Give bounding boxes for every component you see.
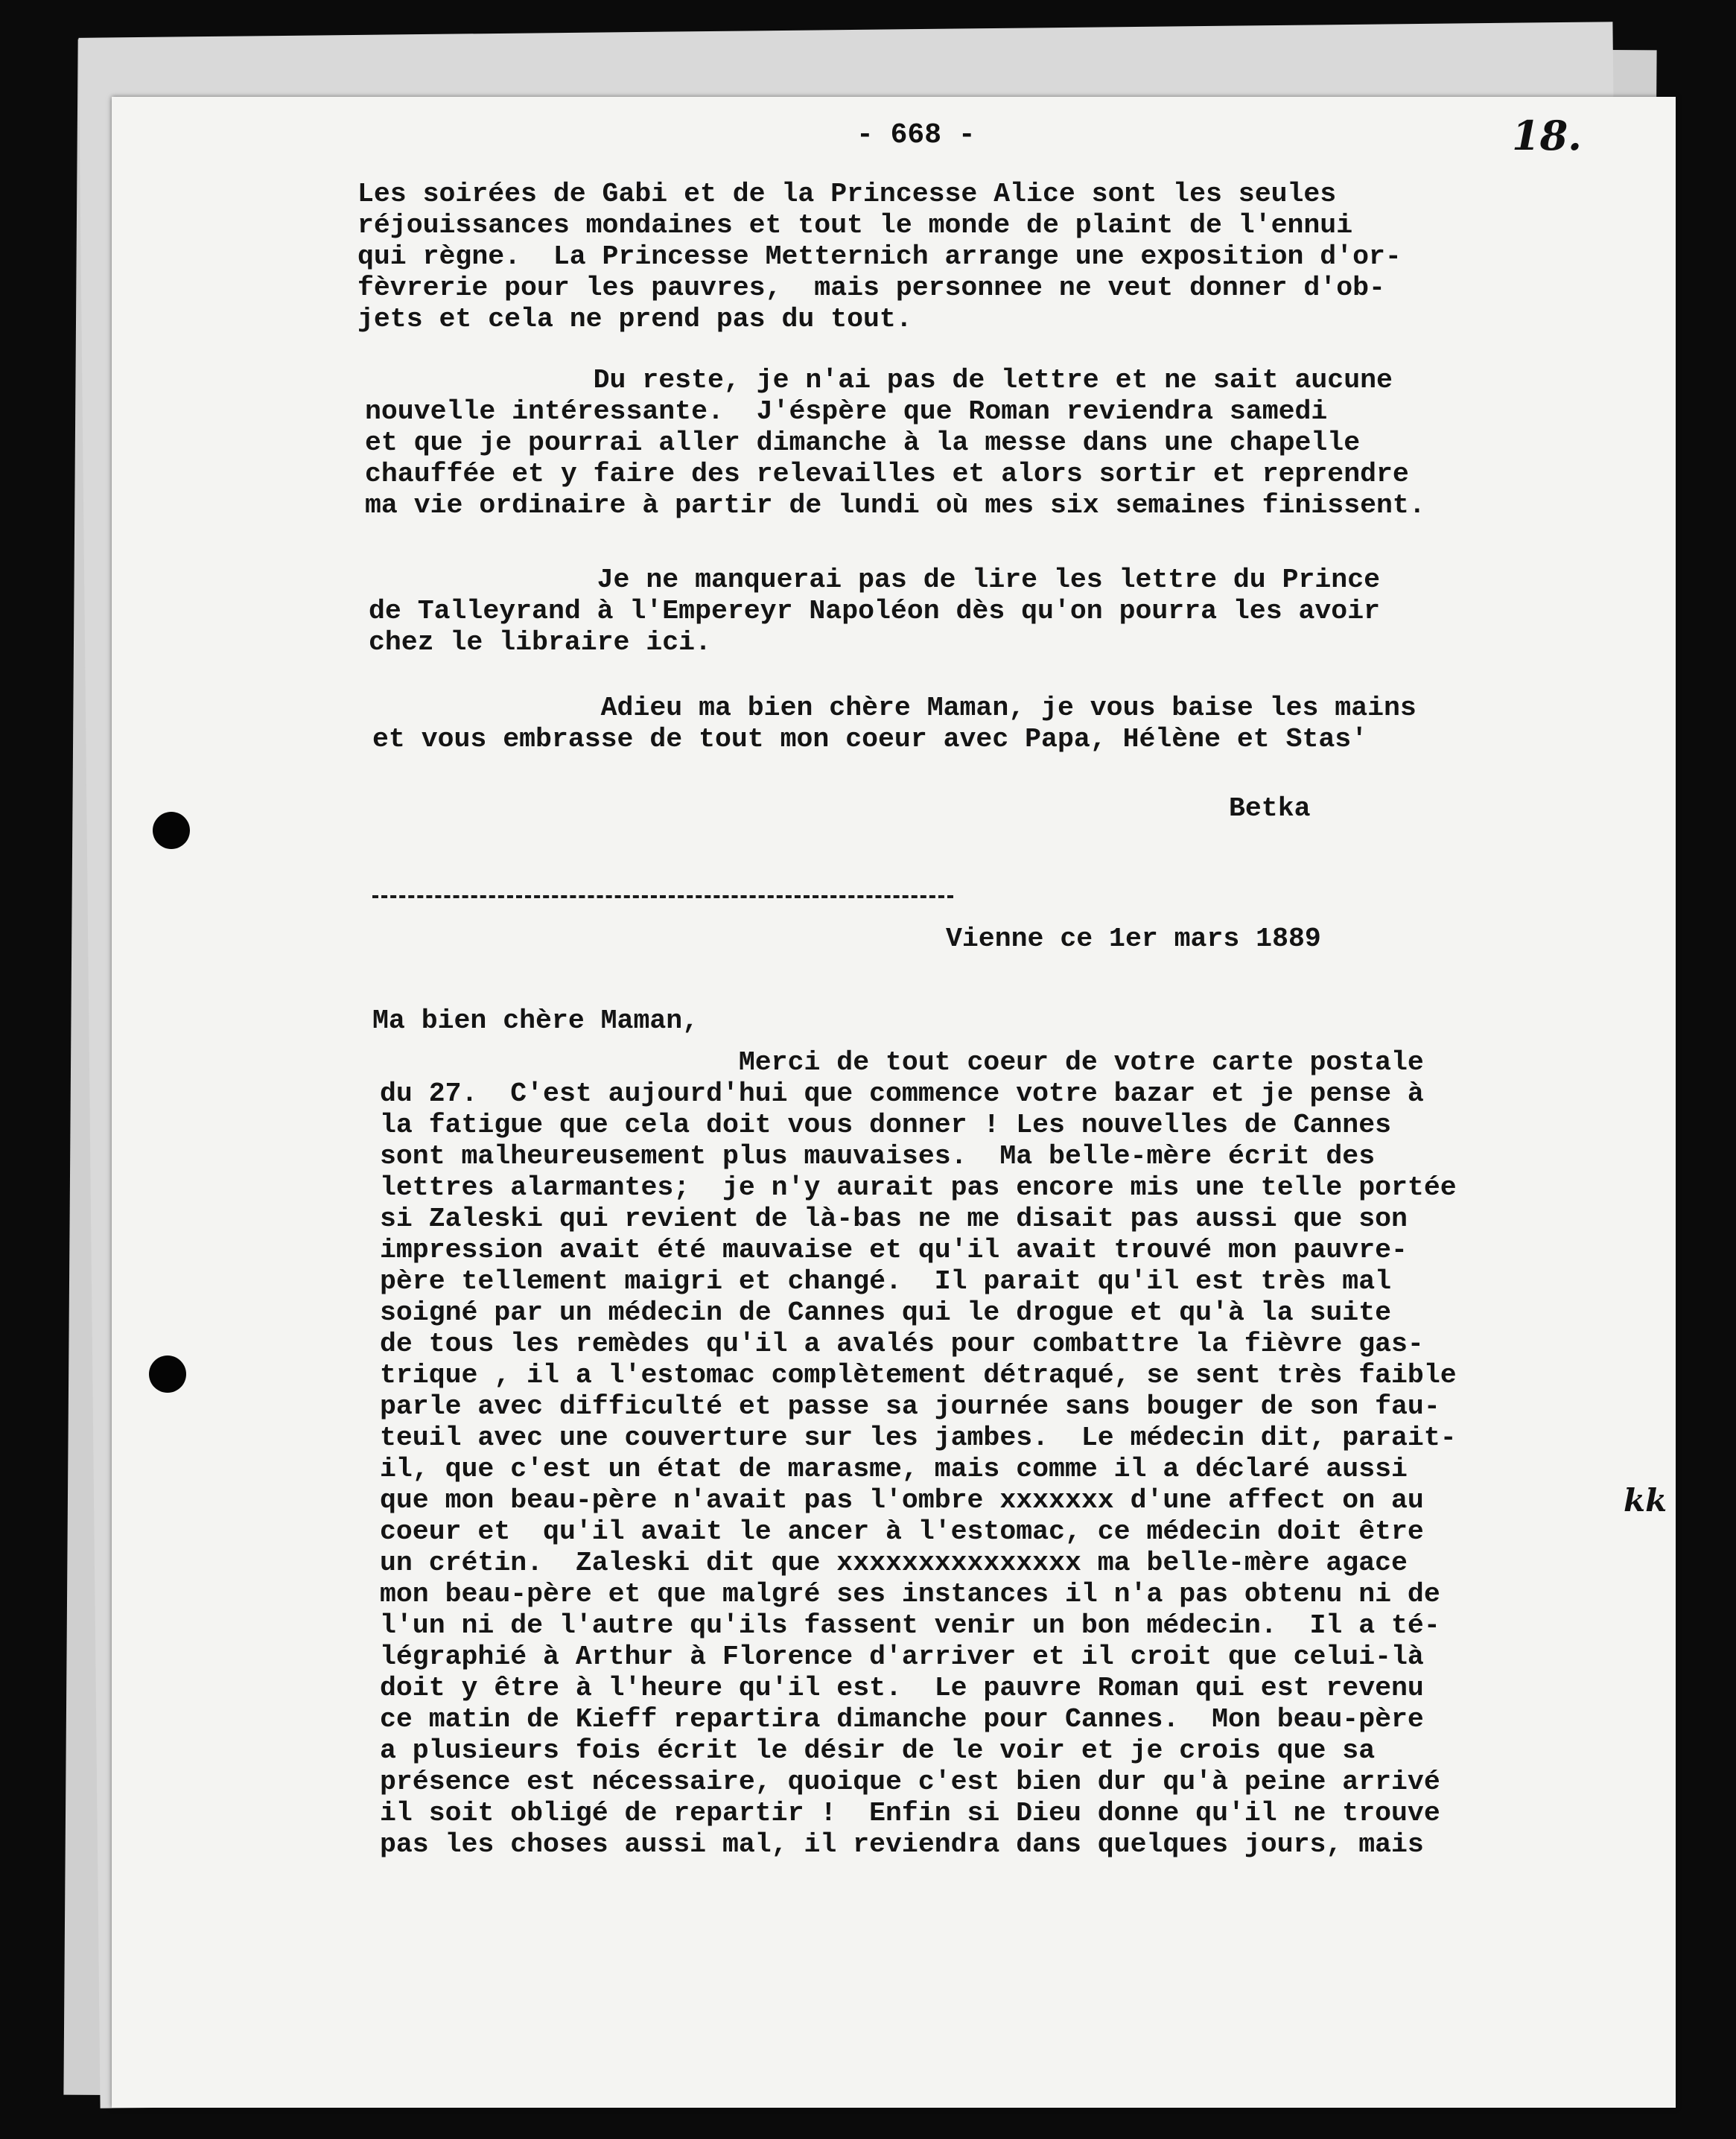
section-divider: [372, 895, 953, 898]
text-line: impression avait été mauvaise et qu'il avait trouvé mon pauvre-: [380, 1235, 1408, 1265]
text-line: père tellement maigri et changé. Il parait qu'il est très mal: [380, 1266, 1392, 1297]
text-line: mon beau-père et que malgré ses instances il n'a pas obtenu ni de: [380, 1579, 1440, 1609]
letter2-body: [380, 1047, 1457, 1860]
text-line: ma vie ordinaire à partir de lundi où mes six semaines finissent.: [365, 490, 1425, 521]
text-line: ce matin de Kieff repartira dimanche pour Cannes. Mon beau-père: [380, 1704, 1424, 1735]
text-line: fèvrerie pour les pauvres, mais personnee ne veut donner d'ob-: [357, 273, 1385, 303]
text-line: doit y être à l'heure qu'il est. Le pauvre Roman qui est revenu: [380, 1673, 1424, 1703]
text-line: la fatigue que cela doit vous donner ! Les nouvelles de Cannes: [380, 1110, 1392, 1140]
letter2-dateline: Vienne ce 1er mars 1889: [946, 924, 1321, 954]
text-line: du 27. C'est aujourd'hui que commence votre bazar et je pense à: [380, 1078, 1424, 1109]
text-line: l'un ni de l'autre qu'ils fassent venir un bon médecin. Il a té-: [380, 1610, 1440, 1641]
text-line: parle avec difficulté et passe sa journée sans bouger de son fau-: [380, 1391, 1440, 1422]
text-line: sont malheureusement plus mauvaises. Ma belle-mère écrit des: [380, 1141, 1376, 1172]
letter1-paragraph1: [357, 179, 1402, 335]
letter1-paragraph3: [369, 565, 1380, 658]
punch-hole-icon: [149, 1355, 186, 1393]
text-line: soigné par un médecin de Cannes qui le drogue et qu'à la suite: [380, 1297, 1392, 1328]
text-line: trique , il a l'estomac complètement détraqué, se sent très faible: [380, 1360, 1457, 1390]
text-line: coeur et qu'il avait le ancer à l'estomac, ce médecin doit être: [380, 1516, 1424, 1547]
text-line: de Talleyrand à l'Empereyr Napoléon dès qu'on pourra les avoir: [369, 596, 1381, 626]
text-line: et que je pourrai aller dimanche à la messe dans une chapelle: [365, 428, 1361, 458]
text-line: réjouissances mondaines et tout le monde de plaint de l'ennui: [357, 210, 1353, 241]
text-line: de tous les remèdes qu'il a avalés pour combattre la fièvre gas-: [380, 1329, 1424, 1359]
text-line: si Zaleski qui revient de là-bas ne me disait pas aussi que son: [380, 1204, 1408, 1234]
text-line: légraphié à Arthur à Florence d'arriver et il croit que celui-là: [380, 1641, 1424, 1672]
text-line: il soit obligé de repartir ! Enfin si Dieu donne qu'il ne trouve: [380, 1798, 1440, 1828]
text-line: nouvelle intéressante. J'éspère que Roman reviendra samedi: [365, 396, 1328, 427]
handwritten-margin-note: kk: [1624, 1482, 1667, 1519]
text-line: il, que c'est un état de marasme, mais comme il a déclaré aussi: [380, 1454, 1408, 1484]
page-number: - 668 -: [856, 119, 976, 151]
text-line: Du reste, je n'ai pas de lettre et ne sait aucune: [365, 365, 1393, 395]
letter1-paragraph4: [372, 693, 1417, 755]
letter2-salutation: Ma bien chère Maman,: [372, 1005, 699, 1036]
text-line: un crétin. Zaleski dit que xxxxxxxxxxxxxxx ma belle-mère agace: [380, 1548, 1408, 1578]
folio-number: 18.: [1512, 112, 1582, 159]
text-line: Je ne manquerai pas de lire les lettre du Prince: [369, 565, 1381, 595]
text-line: et vous embrasse de tout mon coeur avec Papa, Hélène et Stas': [372, 724, 1368, 754]
text-line: teuil avec une couverture sur les jambes. Le médecin dit, parait-: [380, 1423, 1457, 1453]
text-line: lettres alarmantes; je n'y aurait pas encore mis une telle portée: [380, 1172, 1457, 1203]
text-line: Merci de tout coeur de votre carte postale: [380, 1047, 1424, 1078]
text-line: que mon beau-père n'avait pas l'ombre xxxxxxx d'une affect on au: [380, 1485, 1424, 1516]
text-line: chauffée et y faire des relevailles et alors sortir et reprendre: [365, 459, 1409, 489]
text-line: qui règne. La Princesse Metternich arrange une exposition d'or-: [357, 241, 1402, 272]
text-line: présence est nécessaire, quoique c'est bien dur qu'à peine arrivé: [380, 1767, 1440, 1797]
text-line: Les soirées de Gabi et de la Princesse Alice sont les seules: [357, 179, 1337, 209]
text-line: Adieu ma bien chère Maman, je vous baise les mains: [372, 693, 1417, 723]
letter1-paragraph2: [365, 365, 1425, 521]
letter1-signature: Betka: [1229, 793, 1311, 824]
punch-hole-icon: [153, 812, 190, 849]
text-line: chez le libraire ici.: [369, 627, 711, 658]
text-line: jets et cela ne prend pas du tout.: [357, 304, 912, 334]
document-page: [112, 97, 1676, 2108]
text-line: pas les choses aussi mal, il reviendra dans quelques jours, mais: [380, 1829, 1424, 1860]
text-line: a plusieurs fois écrit le désir de le voir et je crois que sa: [380, 1735, 1376, 1766]
